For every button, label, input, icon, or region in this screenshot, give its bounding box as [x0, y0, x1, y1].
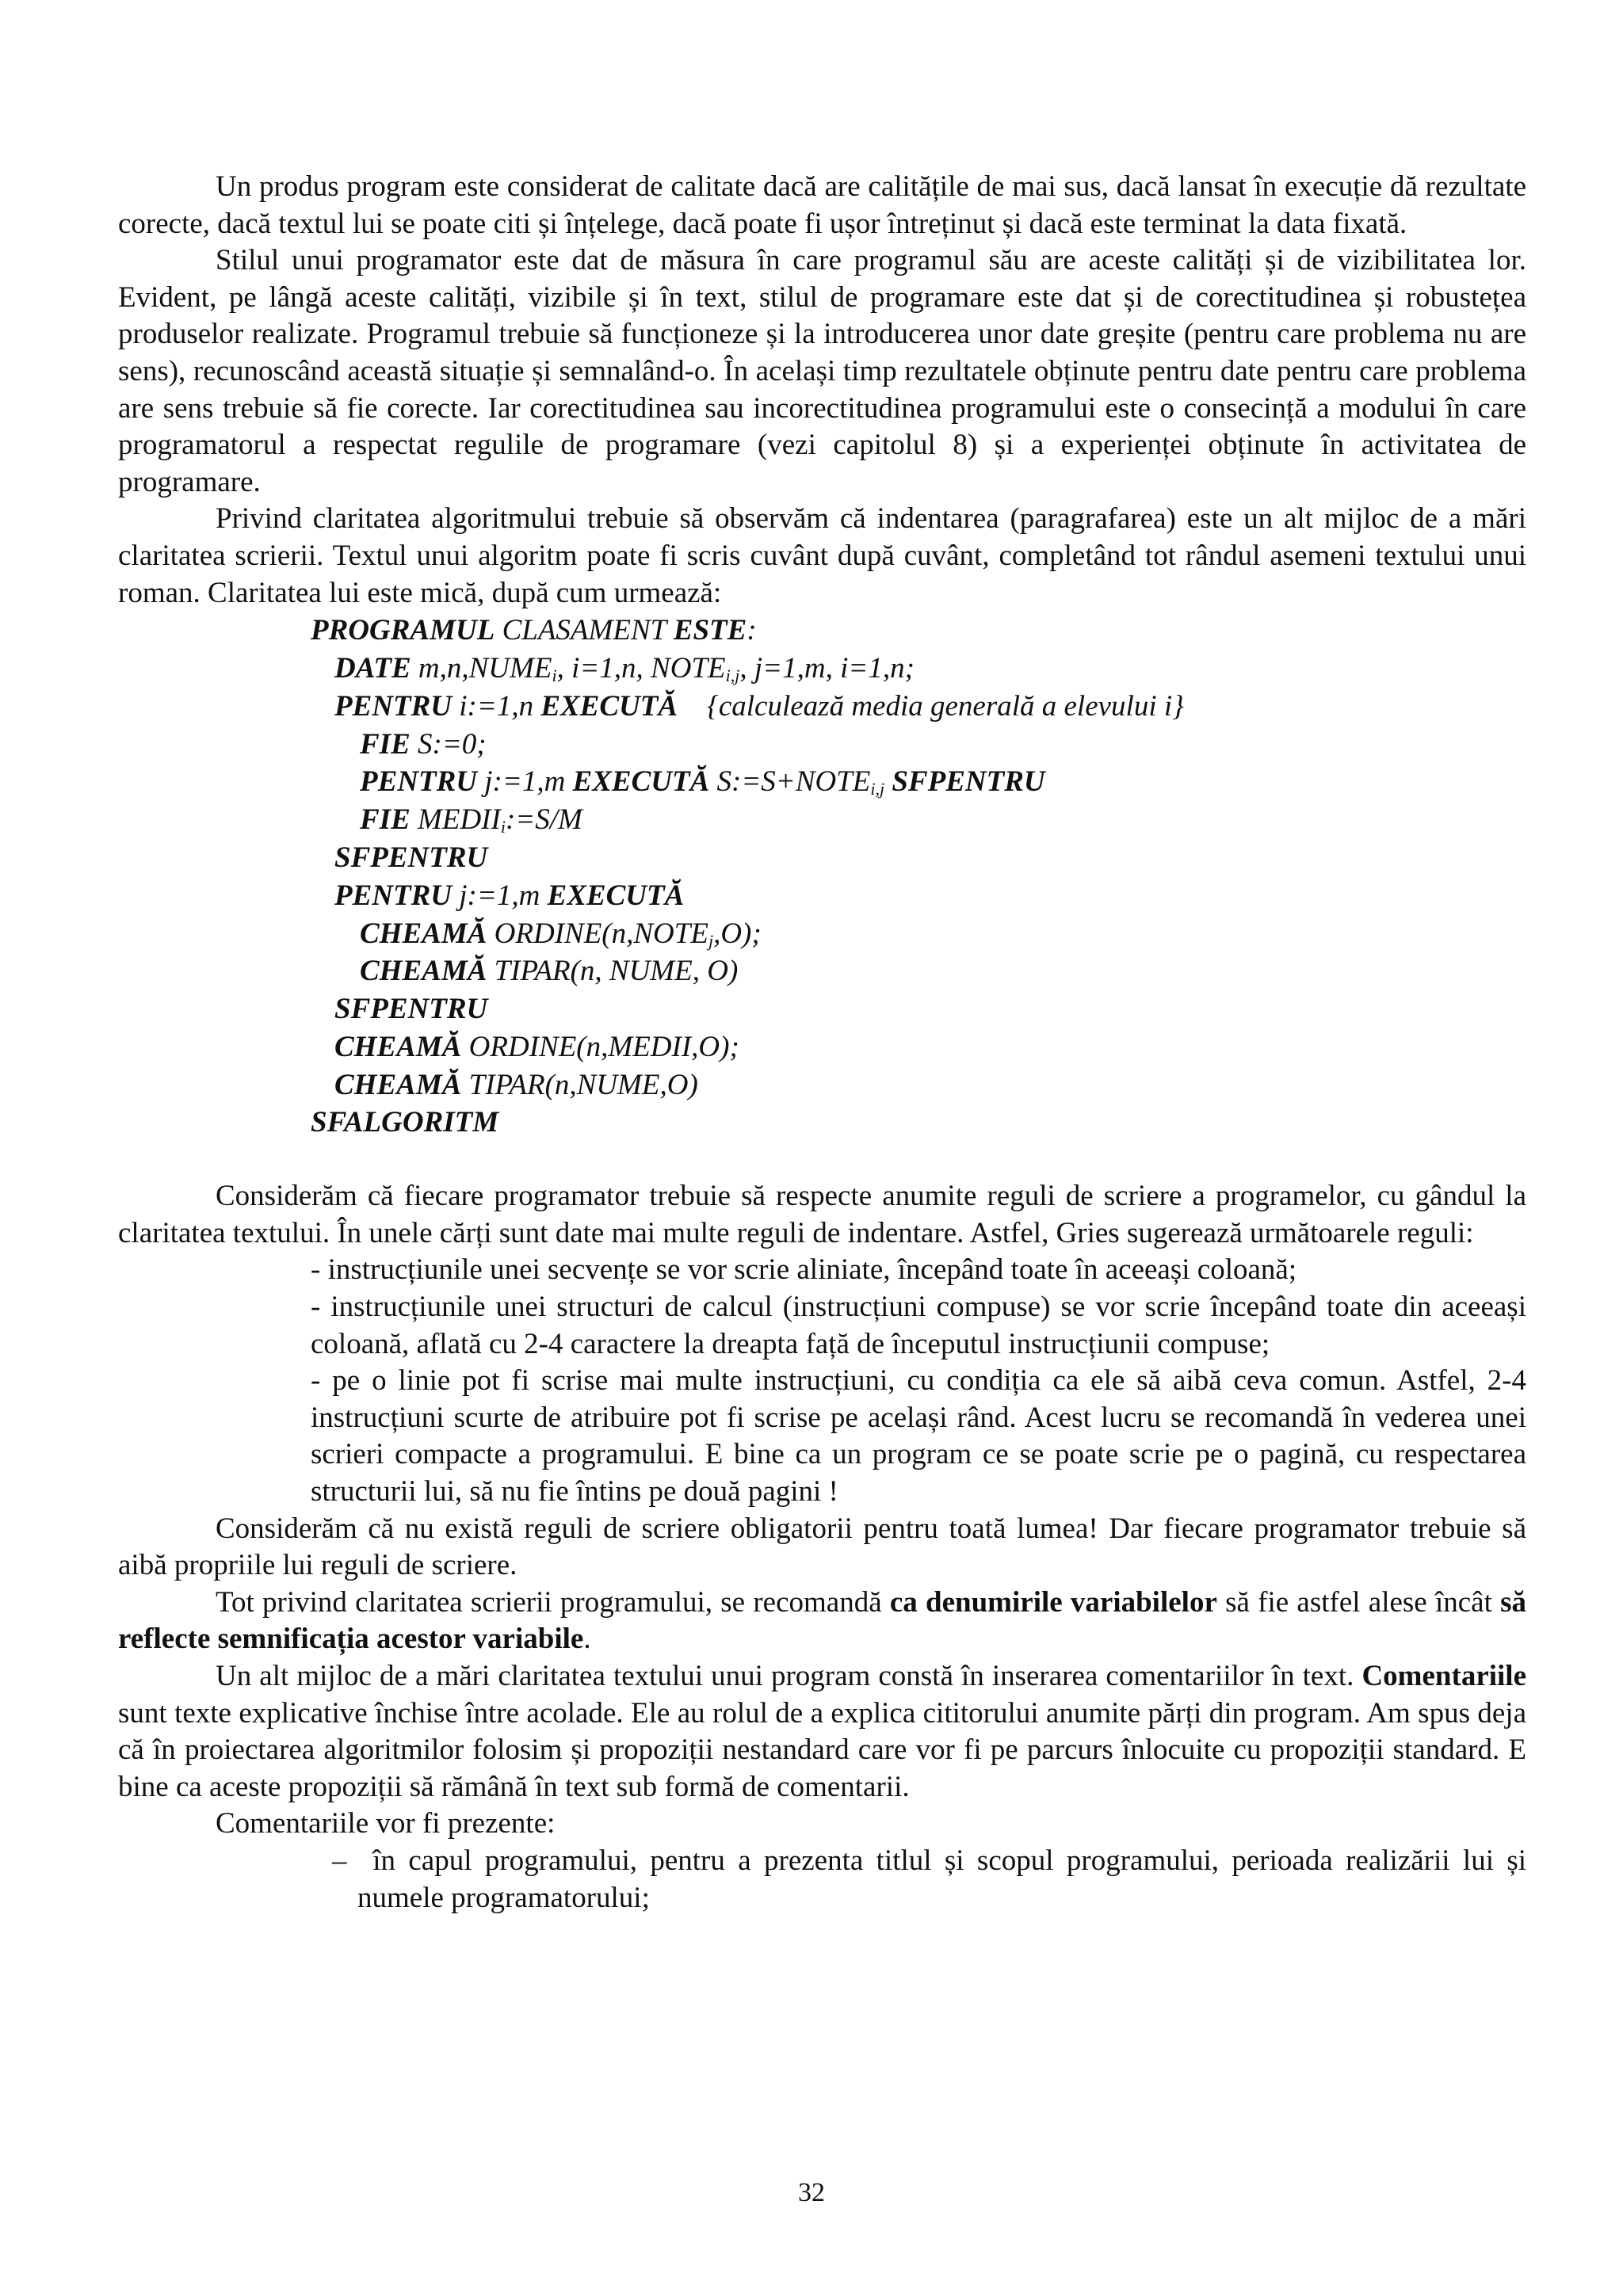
comment-list: [332, 1843, 1526, 1917]
spacer: [118, 1142, 1526, 1178]
paragraph-8: Comentariile vor fi prezente:: [216, 1807, 556, 1840]
rule-item: - pe o linie pot fi scrise mai multe instrucțiuni, cu condiția ca ele să aibă ceva comun. Astfel, 2-4 instrucțiuni scurte de atribuire pot fi scrise pe același rând. Acest lucru se recomandă în vederea unei scrieri compacte a programului. E bine ca un program ce se poate scrie pe o pagină, cu respectarea structurii lui, să nu fie întins pe două pagini !: [311, 1364, 1526, 1508]
paragraph-1: Un produs program este considerat de calitate dacă are calitățile de mai sus, dacă lansat în execuție dă rezultate corecte, dacă textul lui se poate citi și înțelege, dacă poate fi ușor întreținut și dacă este terminat la data fixată.: [118, 170, 1526, 240]
paragraph-6: Tot privind claritatea scrierii programului, se recomandă ca denumirile variabilelor să fie astfel alese încât să reflecte semnificația acestor variabile.: [118, 1585, 1526, 1656]
code-line: PENTRU i:=1,n EXECUTĂ {calculează media generală a elevului i}: [334, 689, 1184, 723]
code-line: PROGRAMUL CLASAMENT ESTE:: [311, 614, 757, 647]
code-line: DATE $m,n,NUME_i$, i=1,n, $NOTE_{i,j}$, j=1,m, i=1,n;: [334, 651, 915, 685]
algorithm-code-block: [311, 612, 1526, 1142]
code-line: CHEAMĂ TIPAR(n,NUME,O): [334, 1068, 698, 1101]
code-line: SFPENTRU: [334, 841, 488, 874]
code-line: PENTRU j:=1,m EXECUTĂ $S:=S+NOTE_{i,j}$ SFPENTRU: [360, 765, 1045, 799]
indentation-rules-list: [311, 1252, 1526, 1510]
paragraph-5: Considerăm că nu există reguli de scriere obligatorii pentru toată lumea! Dar fiecare programator trebuie să aibă propriile lui reguli de scriere.: [118, 1512, 1526, 1582]
rule-item: - instrucțiunile unei structuri de calcul (instrucțiuni compuse) se vor scrie începând toate din aceeași coloană, aflată cu 2-4 caractere la dreapta față de începutul instrucțiunii compuse;: [311, 1291, 1526, 1360]
code-line: FIE S:=0;: [360, 727, 487, 761]
code-line: CHEAMĂ ORDINE(n,MEDII,O);: [334, 1030, 739, 1063]
code-line: SFALGORITM: [311, 1106, 499, 1139]
code-line: PENTRU j:=1,m EXECUTĂ: [334, 879, 685, 912]
page-number: 32: [798, 2178, 825, 2207]
code-comment: {calculează media generală a elevului i}: [678, 689, 1184, 723]
code-line: CHEAMĂ $ORDINE(n,NOTE_j,O)$;: [360, 917, 762, 951]
paragraph-7: Un alt mijloc de a mări claritatea textului unui program constă în inserarea comentariilor în text. Comentariile sunt texte explicative închise între acolade. Ele au rolul de a explica cititorului anumite părți din program. Am spus deja că în proiectarea algoritmilor folosim și propoziții nestandard care vor fi pe parcurs înlocuite cu propoziții standard. E bine ca aceste propoziții să rămână în text sub formă de comentarii.: [118, 1660, 1526, 1803]
code-line: CHEAMĂ TIPAR(n, NUME, O): [360, 955, 739, 988]
paragraph-2: Stilul unui programator este dat de măsura în care programul său are aceste calități și de vizibilitatea lor. Evident, pe lângă aceste calități, vizibile și în text, stilul de programare este dat și de corectitudinea și robustețea produselor realizate. Programul trebuie să funcționeze și la introducerea unor date greșite (pentru care problema nu are sens), recunoscând această situație și semnalând-o. În același timp rezultatele obținute pentru date pentru care problema are sens trebuie să fie corecte. Iar corectitudinea sau incorectitudinea programului este o consecință a modului în care programatorul a respectat regulile de programare (vezi capitolul 8) și a experienței obținute în activitatea de programare.: [118, 244, 1526, 498]
paragraph-4: Considerăm că fiecare programator trebuie să respecte anumite reguli de scriere a programelor, cu gândul la claritatea textului. În unele cărți sunt date mai multe reguli de indentare. Astfel, Gries sugerează următoarele reguli:: [118, 1180, 1526, 1249]
body-text: [118, 169, 1526, 1917]
paragraph-3: Privind claritatea algoritmului trebuie să observăm că indentarea (paragrafarea) este un alt mijloc de a mări claritatea scrierii. Textul unui algoritm poate fi scris cuvânt după cuvânt, completând tot rândul asemeni textului unui roman. Claritatea lui este mică, după cum urmează:: [118, 502, 1526, 609]
list-item: – în capul programului, pentru a prezenta titlul și scopul programului, perioada realizării lui și numele programatorului;: [332, 1844, 1527, 1914]
code-line: SFPENTRU: [334, 993, 488, 1026]
code-line: FIE $MEDII_i:=S/M$: [360, 803, 582, 837]
rule-item: - instrucțiunile unei secvențe se vor scrie aliniate, începând toate în aceeași coloană;: [311, 1253, 1297, 1287]
